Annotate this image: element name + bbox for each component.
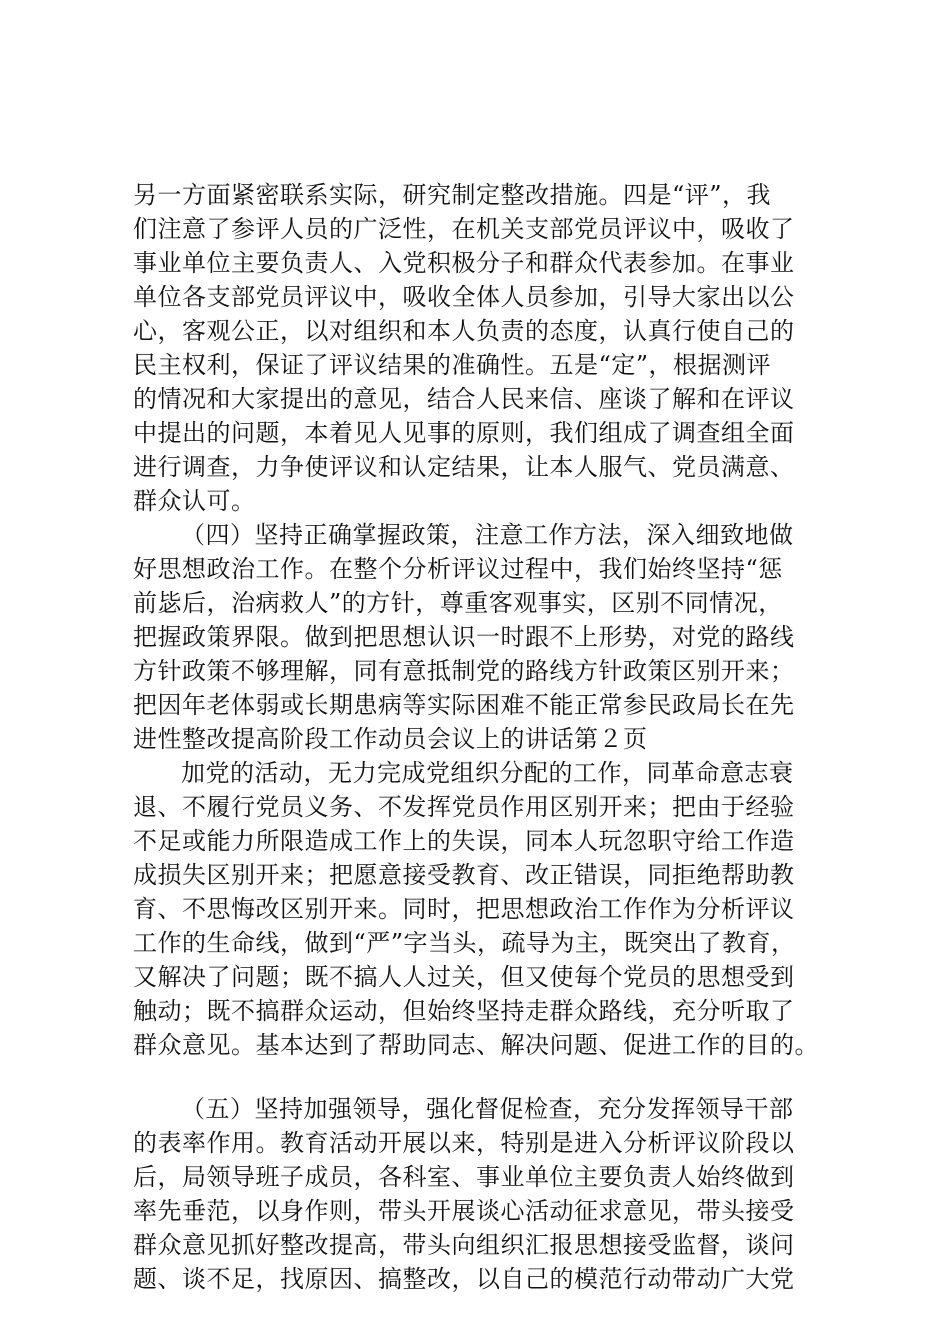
- body-text-line: 又解决了问题；既不搞人人过关，但又使每个党员的思想受到: [133, 963, 795, 991]
- paragraph-four-first-line: （四）坚持正确掌握政策，注意工作方法，深入细致地做: [181, 521, 794, 549]
- body-text-line: 不足或能力所限造成工作上的失误，同本人玩忽职守给工作造: [133, 827, 795, 855]
- body-text-line: 群众认可。: [133, 487, 256, 515]
- paragraph-five-first-line: （五）坚持加强领导，强化督促检查，充分发挥领导干部: [181, 1095, 794, 1123]
- body-text-line: 把因年老体弱或长期患病等实际困难不能正常参民政局长在先: [133, 691, 795, 719]
- body-text-line: 工作的生命线，做到“严”字当头，疏导为主，既突出了教育，: [133, 929, 796, 957]
- body-text-line: 单位各支部党员评议中，吸收全体人员参加，引导大家出以公: [133, 283, 795, 311]
- body-text-line: 率先垂范，以身作则，带头开展谈心活动征求意见，带头接受: [133, 1197, 795, 1225]
- body-text-line: 们注意了参评人员的广泛性，在机关支部党员评议中，吸收了: [133, 215, 795, 243]
- body-text-line: 事业单位主要负责人、入党积极分子和群众代表参加。在事业: [133, 249, 795, 277]
- body-text-line: 育、不思悔改区别开来。同时，把思想政治工作作为分析评议: [133, 895, 795, 923]
- body-text-line: 成损失区别开来；把愿意接受教育、改正错误，同拒绝帮助教: [133, 861, 795, 889]
- body-text-line: 另一方面紧密联系实际，研究制定整改措施。四是“评”，我: [133, 181, 772, 209]
- body-text-line: 群众意见。基本达到了帮助同志、解决问题、促进工作的目的。: [133, 1031, 819, 1059]
- body-text-line: 的情况和大家提出的意见，结合人民来信、座谈了解和在评议: [133, 385, 795, 413]
- body-text-line: 触动；既不搞群众运动，但始终坚持走群众路线，充分听取了: [133, 997, 795, 1025]
- body-text-line: 前毖后，治病救人”的方针，尊重客观事实，区别不同情况，: [133, 589, 783, 617]
- body-text-line: 题、谈不足，找原因、搞整改，以自己的模范行动带动广大党: [133, 1265, 795, 1293]
- body-text-line: 民主权利，保证了评议结果的准确性。五是“定”，根据测评: [133, 351, 772, 379]
- body-text-line: 退、不履行党员义务、不发挥党员作用区别开来；把由于经验: [133, 793, 795, 821]
- body-text-line: 群众意见抓好整改提高，带头向组织汇报思想接受监督，谈问: [133, 1231, 795, 1259]
- body-text-line: 进行调查，力争使评议和认定结果，让本人服气、党员满意、: [133, 453, 795, 481]
- body-text-line: 的表率作用。教育活动开展以来，特别是进入分析评议阶段以: [133, 1129, 795, 1157]
- body-text-line: 后，局领导班子成员，各科室、事业单位主要负责人始终做到: [133, 1163, 795, 1191]
- continuation-first-line: 加党的活动，无力完成党组织分配的工作，同革命意志衰: [181, 759, 794, 787]
- body-text-line: 中提出的问题，本着见人见事的原则，我们组成了调查组全面: [133, 419, 795, 447]
- inline-page-title: 进性整改提高阶段工作动员会议上的讲话第２页: [133, 725, 648, 753]
- body-text-line: 心，客观公正，以对组织和本人负责的态度，认真行使自己的: [133, 317, 795, 345]
- body-text-line: 好思想政治工作。在整个分析评议过程中，我们始终坚持“惩: [133, 555, 783, 583]
- body-text-line: 方针政策不够理解，同有意抵制党的路线方针政策区别开来；: [133, 657, 795, 685]
- body-text-line: 把握政策界限。做到把思想认识一时跟不上形势，对党的路线: [133, 623, 795, 651]
